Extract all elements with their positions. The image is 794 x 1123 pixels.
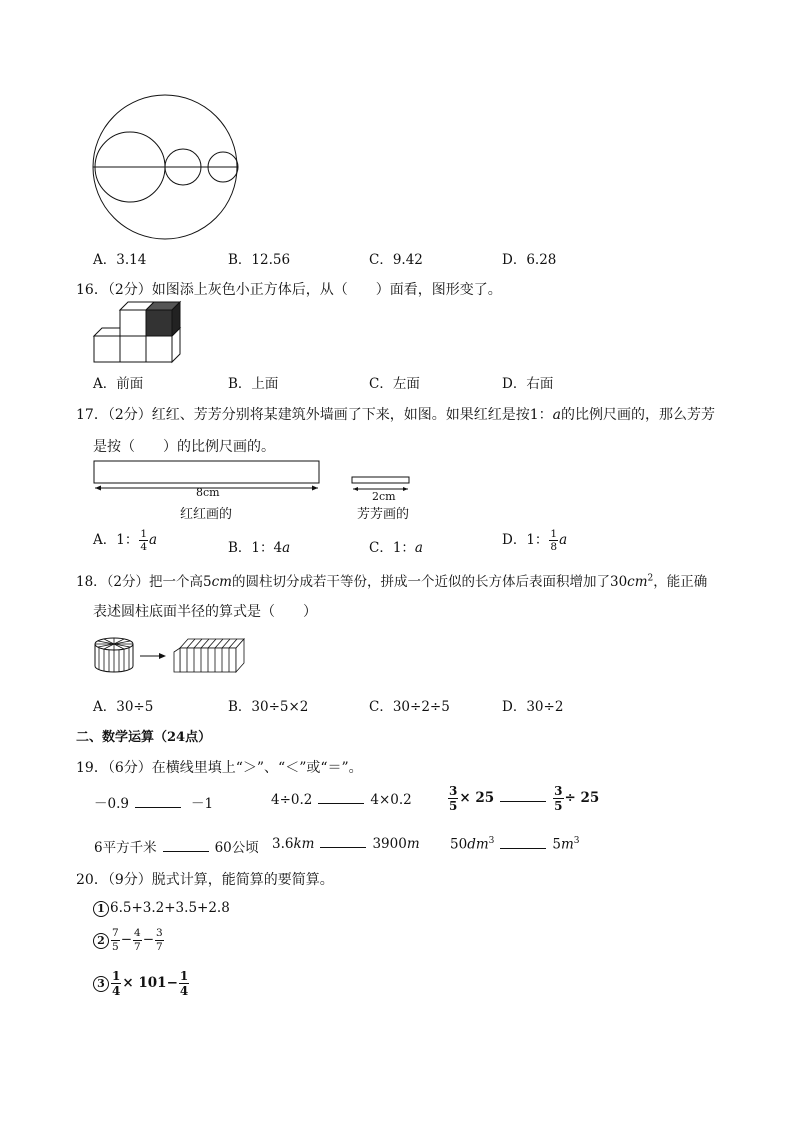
q20-e2-fraction-3 bbox=[155, 928, 164, 952]
q17-stem-line2: 是按（ ）的比例尺画的。 bbox=[93, 439, 275, 455]
q16-option-b[interactable]: B．上面 bbox=[228, 376, 279, 392]
q19-r2c2-right: 3900 bbox=[372, 836, 407, 852]
q20-expression-1 bbox=[93, 900, 230, 917]
fraction-denominator: 5 bbox=[449, 799, 458, 813]
fraction-denominator: 5 bbox=[554, 799, 563, 813]
q18-unit-cm2: cm bbox=[627, 574, 648, 590]
section-2-title: 二、数学运算（24点） bbox=[76, 730, 212, 745]
q19-r2c3-unit-right: m bbox=[560, 836, 574, 853]
minus-sign: − bbox=[142, 931, 154, 948]
fraction-numerator: 1 bbox=[140, 527, 148, 540]
q20-e3-fraction-2 bbox=[179, 970, 189, 997]
q16-stem: 16．（2分）如图添上灰色小正方体后，从（ ）面看，图形变了。 bbox=[76, 282, 502, 298]
q20-expression-1-text: 6.5+3.2+3.5+2.8 bbox=[110, 900, 230, 916]
q19-r1c2-right: 4×0.2 bbox=[370, 792, 412, 808]
q19-r2c3-right: 5 bbox=[552, 836, 561, 853]
q16-option-c[interactable]: C．左面 bbox=[369, 376, 420, 392]
fraction-denominator: 7 bbox=[156, 940, 163, 953]
q19-r2c2-unit-left: km bbox=[293, 836, 315, 852]
q19-r1c1-left: －0.9 bbox=[94, 796, 129, 812]
q19-r1c3-fraction-right bbox=[553, 785, 563, 812]
q19-r1c1 bbox=[94, 792, 213, 812]
q17-stem-part-b: 的比例尺画的，那么芳芳 bbox=[561, 407, 715, 423]
fraction-denominator: 4 bbox=[179, 984, 189, 998]
q15-option-d[interactable]: D．6.28 bbox=[502, 252, 557, 268]
q19-r2c2-unit-right: m bbox=[406, 836, 420, 852]
q17-option-b-var: a bbox=[282, 540, 291, 556]
fraction-numerator: 7 bbox=[112, 927, 119, 939]
q19-r2c3-left: 50 bbox=[450, 836, 468, 853]
q19-r1c2-left: 4÷0.2 bbox=[271, 792, 313, 808]
q18-stem-part-a: 18．（2分）把一个高5 bbox=[76, 574, 212, 590]
fraction-denominator: 4 bbox=[112, 984, 121, 998]
q17-option-d-prefix: D．1： bbox=[502, 532, 549, 548]
q17-option-d-var: a bbox=[559, 532, 568, 548]
q18-option-b[interactable]: B．30÷5×2 bbox=[228, 699, 309, 715]
fraction-denominator: 5 bbox=[112, 940, 119, 953]
q18-stem-line1 bbox=[76, 570, 707, 590]
fraction-numerator: 1 bbox=[550, 527, 558, 540]
q17-option-d-fraction bbox=[549, 529, 558, 553]
q18-option-a[interactable]: A．30÷5 bbox=[93, 699, 154, 715]
fraction-denominator: 8 bbox=[550, 541, 558, 553]
q19-r2c1-left: 6平方千米 bbox=[94, 840, 157, 856]
fraction-numerator: 3 bbox=[449, 784, 458, 798]
fraction-numerator: 1 bbox=[112, 969, 121, 983]
q18-option-d[interactable]: D．30÷2 bbox=[502, 699, 564, 715]
q20-stem: 20．（9分）脱式计算，能简算的要简算。 bbox=[76, 872, 334, 888]
q19-r1c1-right: －1 bbox=[190, 796, 214, 812]
q19-r2c2-blank[interactable] bbox=[320, 837, 366, 848]
q19-r2c3-unit-left: dm bbox=[467, 836, 489, 853]
q18-unit-cm: cm bbox=[211, 574, 232, 590]
q17-stem-line1 bbox=[76, 404, 715, 424]
q17-option-c[interactable] bbox=[369, 536, 423, 556]
q19-r1c3-left-op: × 25 bbox=[459, 790, 495, 806]
q17-var-a: a bbox=[552, 407, 561, 423]
circled-number-1: 1 bbox=[93, 901, 109, 917]
q17-option-b-text: B．1：4 bbox=[228, 540, 283, 556]
fraction-numerator: 3 bbox=[156, 927, 163, 939]
q15-circles-figure bbox=[90, 94, 250, 244]
q19-r1c3-fraction-left bbox=[448, 785, 458, 812]
q20-e2-fraction-1 bbox=[111, 928, 120, 952]
q19-r2c2 bbox=[272, 836, 420, 852]
q19-r2c1 bbox=[94, 836, 259, 856]
q20-expression-3 bbox=[93, 970, 190, 997]
q17-option-d[interactable] bbox=[502, 528, 567, 553]
q19-r1c2 bbox=[271, 792, 412, 808]
q19-r1c3-blank[interactable] bbox=[500, 791, 546, 802]
q17-option-b[interactable] bbox=[228, 536, 290, 556]
fraction-denominator: 7 bbox=[134, 940, 141, 953]
q19-stem: 19．（6分）在横线里填上“＞”、“＜”或“＝”。 bbox=[76, 760, 363, 776]
q17-option-a-var: a bbox=[149, 532, 158, 548]
minus-sign: − bbox=[120, 931, 132, 948]
q18-option-c[interactable]: C．30÷2÷5 bbox=[369, 699, 450, 715]
q18-stem-line2: 表述圆柱底面半径的算式是（ ） bbox=[93, 604, 317, 620]
q17-option-a[interactable] bbox=[93, 528, 157, 553]
fraction-numerator: 1 bbox=[179, 969, 189, 983]
q17-option-c-text: C．1： bbox=[369, 540, 415, 556]
q20-e3-middle: × 101 bbox=[122, 975, 167, 991]
q19-r2c3-blank[interactable] bbox=[500, 838, 546, 849]
q19-r2c2-left: 3.6 bbox=[272, 836, 294, 852]
gray-cube bbox=[146, 302, 180, 336]
q16-cubes-figure bbox=[92, 302, 188, 366]
q17-stem-part-a: 17．（2分）红红、芳芳分别将某建筑外墙画了下来，如图。如果红红是按1： bbox=[76, 407, 553, 423]
circled-number-3: 3 bbox=[93, 976, 109, 992]
q20-expression-2 bbox=[93, 928, 165, 952]
q17-left-dimension: 8cm bbox=[196, 486, 220, 499]
q20-e2-fraction-2 bbox=[133, 928, 142, 952]
q19-r2c3-sup-left: 3 bbox=[488, 836, 495, 846]
q15-option-b[interactable]: B．12.56 bbox=[228, 252, 291, 268]
q20-e3-fraction-1 bbox=[111, 970, 121, 997]
q18-cylinder-figure bbox=[94, 636, 254, 676]
q17-option-c-var: a bbox=[414, 540, 423, 556]
q16-option-d[interactable]: D．右面 bbox=[502, 376, 554, 392]
q19-r1c3 bbox=[447, 785, 599, 812]
q17-option-a-prefix: A．1： bbox=[93, 532, 139, 548]
fraction-numerator: 4 bbox=[134, 927, 141, 939]
circled-number-2: 2 bbox=[93, 933, 109, 949]
minus-sign: − bbox=[166, 975, 178, 991]
q19-r2c3-sup-right: 3 bbox=[573, 836, 580, 846]
q17-option-a-fraction bbox=[139, 529, 148, 553]
q15-option-c[interactable]: C．9.42 bbox=[369, 252, 423, 268]
q19-r2c1-blank[interactable] bbox=[163, 841, 209, 852]
q17-right-caption: 芳芳画的 bbox=[357, 507, 410, 522]
q19-r1c1-blank[interactable] bbox=[135, 797, 181, 808]
q17-left-caption: 红红画的 bbox=[180, 507, 233, 522]
q17-right-dimension: 2cm bbox=[372, 490, 396, 503]
fraction-denominator: 4 bbox=[140, 541, 148, 553]
fraction-numerator: 3 bbox=[554, 784, 563, 798]
q19-r1c2-blank[interactable] bbox=[318, 793, 364, 804]
q19-r1c3-right-op: ÷ 25 bbox=[564, 790, 600, 806]
q15-option-a[interactable]: A．3.14 bbox=[93, 252, 147, 268]
q19-r2c3 bbox=[450, 836, 580, 853]
q16-option-a[interactable]: A．前面 bbox=[93, 376, 144, 392]
q18-stem-part-c: ，能正确 bbox=[653, 574, 708, 590]
q19-r2c1-right: 60公顷 bbox=[214, 840, 259, 856]
q18-stem-part-b: 的圆柱切分成若干等份，拼成一个近似的长方体后表面积增加了30 bbox=[231, 574, 628, 590]
q18-superscript-2: 2 bbox=[647, 573, 654, 584]
